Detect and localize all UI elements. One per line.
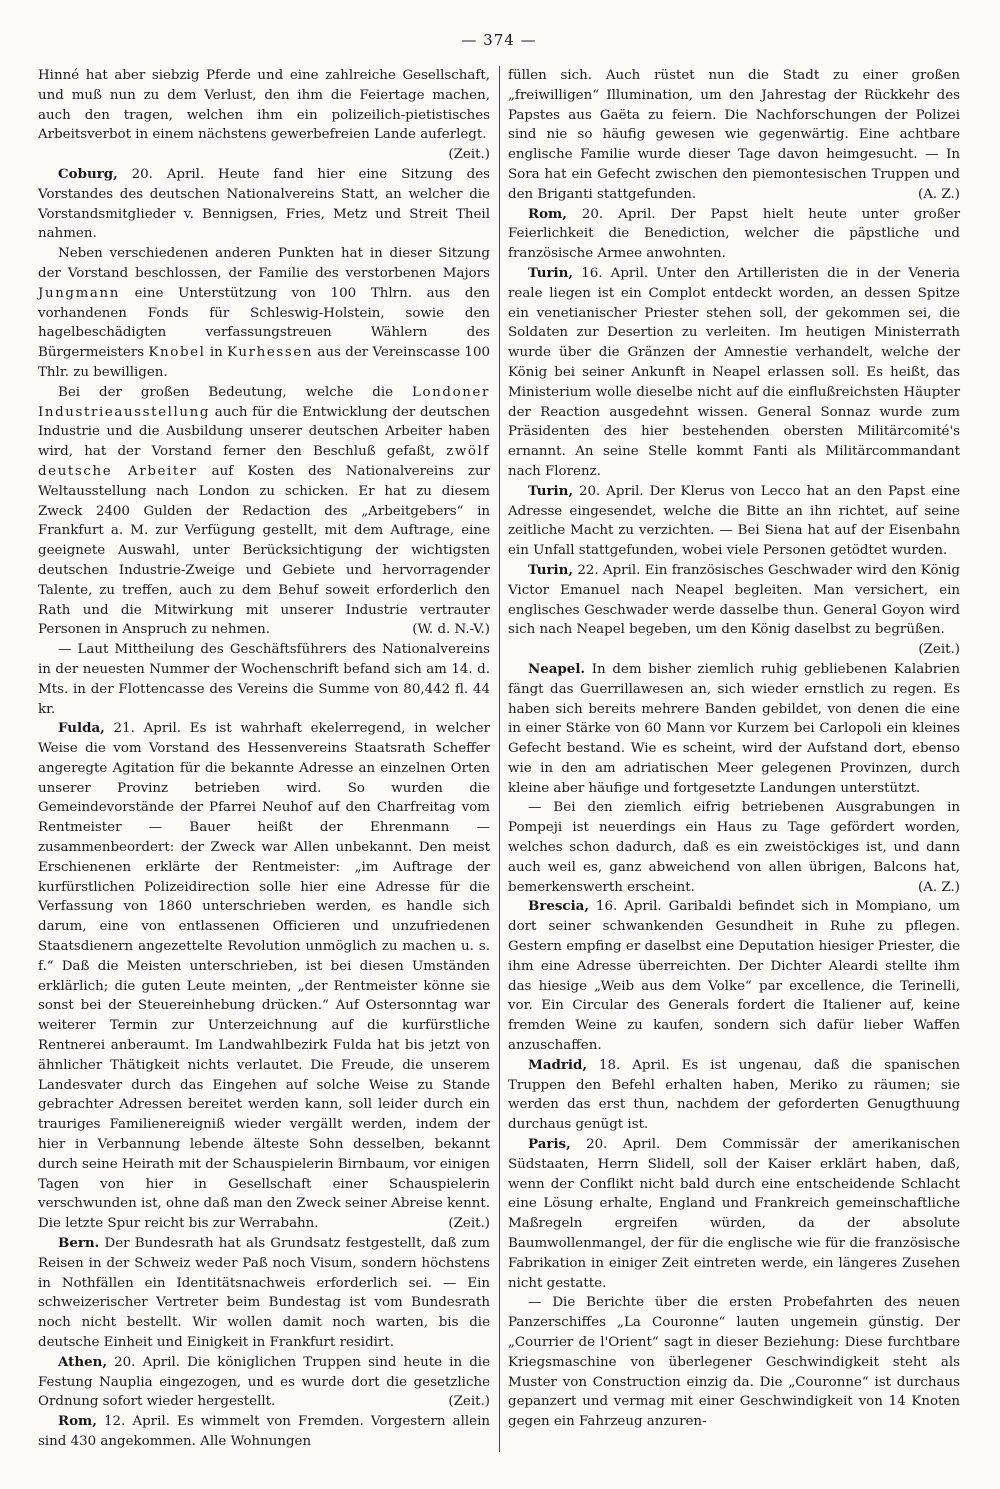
source-citation: (Zeit.)	[918, 642, 960, 658]
dateline-place: Rom,	[528, 205, 567, 222]
article-text: in	[205, 345, 228, 361]
article-fulda	[38, 719, 490, 1234]
dateline-place: Turin,	[528, 561, 574, 578]
spaced-phrase: zwölf deutsche Arbeiter	[38, 444, 490, 479]
page-number: — 374 —	[461, 31, 537, 49]
dateline-place: Turin,	[528, 264, 574, 281]
article-text: füllen sich. Auch rüstet nun die Stadt zu einer großen „freiwilligen“ Illumination, um den Jahrestag der Rückkehr des Papstes aus Gaëta zu feiern. Die Nachforschungen der Polizei sind nie so häufig gewesen wie gegenwärtig. Eine achtbare englische Familie wurde dieser Tage davon heimgesucht. — In Sora hat ein Gefecht zwischen den piemontesischen Truppen und den Briganti stattgefunden.	[508, 68, 960, 202]
dateline-place: Madrid,	[528, 1056, 588, 1073]
article-paris	[508, 1135, 960, 1293]
article-coburg-exhibition	[38, 383, 490, 640]
article-athen	[38, 1353, 490, 1412]
spaced-name: Jungmann	[38, 285, 120, 301]
article-turin-20	[508, 482, 960, 561]
article-text: 20. April. Der Papst hielt heute unter großer Feierlichkeit die Benediction, welcher die päpstliche und französische Armee anwohnten.	[508, 206, 960, 262]
dateline-place: Rom,	[58, 1413, 97, 1430]
article-text: Hinné hat aber siebzig Pferde und eine zahlreiche Gesellschaft, und muß nun zu dem Verlust, den ihm die Feiertage machen, auch den tragen, welchen ihm ein polizeilich-pietistisches Arbeitsverbot in einem nächstens gewerbefreien Lande auferlegt.	[38, 68, 490, 143]
article-text: 18. April. Es ist ungenau, daß die spanischen Truppen den Befehl erhalten haben, Meriko zu räumen; sie werden das erst thun, nachdem der geforderten Genugthuung durchaus genügt ist.	[508, 1057, 960, 1133]
article-text: 20. April. Der Klerus von Lecco hat an den Papst eine Adresse eingesendet, welche die Bitte an ihn richtet, auf seine zeitliche Macht zu verzichten. — Bei Siena hat auf der Eisenbahn ein Unfall stattgefunden, wobei viele Personen getödtet wurden.	[508, 483, 960, 559]
columns	[38, 66, 960, 1452]
article-text: 20. April. Heute fand hier eine Sitzung des Vorstandes des deutschen Nationalvereins Statt, an welcher die Vorstandsmitglieder v. Bennigsen, Fries, Metz und Streit Theil nahmen.	[38, 166, 490, 242]
article-text: Neben verschiedenen anderen Punkten hat in dieser Sitzung der Vorstand beschlossen, der Familie des verstorbenen Majors	[38, 246, 490, 281]
article-rom-20	[508, 205, 960, 264]
source-citation: (A. Z.)	[918, 186, 960, 202]
article-text: 21. April. Es ist wahrhaft ekelerregend, in welcher Weise die vom Vorstand des Hessenvereins Staatsrath Scheffer angeregte Agitation für die bekannte Adresse an einzelnen Orten unserer Provinz betrieben wird. So wurden die Gemeindevorstände der Pfarrei Neuhof auf den Charfreitag vom Rentmeister — Bauer heißt der Ehrenmann — zusammenbeordert: der Zweck war Allen unbekannt. Den meist Erschienenen erklärte der Rentmeister: „im Auftrage der kurfürstlichen Polizeidirection solle hier eine Adresse für die Verfassung von 1860 unterschrieben werden, es handle sich darum, eine von entlassenen Officieren und unzufriedenen Staatsdienern angezettelte Revolution unmöglich zu machen u. s. f.“ Daß die Meisten unterschrieben, ist bei diesen Umständen erklärlich; die guten Leute meinten, „der Rentmeister könne sie sonst bei der Steuereinhebung drücken.“ Auf Ostersonntag war weiterer Termin zur Unterzeichnung auf die kurfürstliche Rentnerei anberaumt. Im Landwahlbezirk Fulda hat bis jetzt von ähnlicher Thätigkeit nichts verlautet. Die Freude, die unserem Landesvater durch das Eingehen auf solche Weise zu Stande gebrachter Adressen bereitet werden kann, soll leider durch ein trauriges Familienereigniß wieder vergällt werden, indem der hier in Verbannung lebende älteste Sohn desselben, bekannt durch seine Heirath mit der Schauspielerin Birnbaum, vor einigen Tagen von hier in Gesellschaft einer Schauspielerin verschwunden ist, ohne daß man den Zweck seiner Abreise kennt. Die letzte Spur reicht bis zur Werrabahn.	[38, 721, 490, 1232]
article-turin-22	[508, 561, 960, 658]
source-citation: (Zeit.)	[448, 1216, 490, 1232]
dateline-place: Bern.	[58, 1235, 100, 1252]
dateline-place: Coburg,	[58, 165, 118, 182]
source-citation: (A. Z.)	[918, 879, 960, 895]
column-rule	[499, 66, 500, 1452]
article-text: auch für die Entwicklung der deutschen Industrie und die Ausbildung unserer deutschen Arbeiter haben wird, hat der Vorstand ferner den Beschluß gefaßt,	[38, 404, 490, 460]
article-bern	[38, 1234, 490, 1353]
article-text: — Bei den ziemlich eifrig betriebenen Ausgrabungen in Pompeji ist neuerdings ein Haus zu Tage gefördert worden, welches schon dadurch, daß es ein zweistöckiges ist, und dann auch weil es, ganz abweichend von allen übrigen, Balcons hat, bemerkenswerth erscheint.	[508, 800, 960, 895]
article-text: In dem bisher ziemlich ruhig gebliebenen Kalabrien fängt das Guerrillawesen an, sich wieder ernstlich zu regen. Es haben sich bereits mehrere Banden gebildet, von denen die eine in einer Stärke von 60 Mann vor Kurzem bei Carlopoli ein kleines Gefecht bestand. Wie es scheint, wird der Aufstand dort, ebenso wie in den am adriatischen Meer gelegenen Provinzen, durch kleine aber häufige und fortgesetzte Landungen unterstützt.	[508, 661, 960, 796]
article-coburg-cont	[38, 244, 490, 383]
article-text: aus der Vereinscasse 100 Thlr. zu bewilligen.	[38, 345, 490, 380]
source-citation: (W. d. N.-V.)	[412, 622, 490, 638]
dateline-place: Paris,	[528, 1136, 571, 1153]
spaced-phrase: Londoner Industrieausstellung	[38, 384, 490, 420]
article-text: 22. April. Ein französisches Geschwader wird den König Victor Emanuel nach Neapel begleiten. Man versichert, ein englisches Geschwader werde dasselbe thun. General Goyon wird sich nach Neapel begeben, um den König daselbst zu begrüßen.	[508, 562, 960, 638]
article-rom-12	[38, 1412, 490, 1452]
spaced-name: Kurhessen	[227, 345, 314, 361]
article-text: 20. April. Die königlichen Truppen sind heute in die Festung Nauplia eingezogen, und es wurde dort die gesetzliche Ordnung sofort wieder hergestellt.	[38, 1354, 490, 1410]
left-column	[38, 66, 490, 1452]
article-nationalverein: — Laut Mittheilung des Geschäftsführers des Nationalvereins in der neuesten Nummer der Wochenschrift befand sich am 14. d. Mts. in der Flottencasse des Vereins die Summe von 80,442 fl. 44 kr.	[38, 642, 490, 717]
dateline-place: Neapel.	[528, 660, 586, 677]
article-text: 20. April. Dem Commissär der amerikanischen Südstaaten, Herrn Slidell, soll der Kaiser erklärt haben, daß, wenn der Conflikt nicht bald durch eine entscheidende Schlacht eine Lösung erhalte, England und Frankreich gemeinschaftliche Maßregeln ergreifen würden, da der absolute Baumwollenmangel, der für die englische wie für die französische Fabrikation in einiger Zeit eintreten werde, ein längeres Zusehen nicht gestatte.	[508, 1137, 960, 1291]
article-text: 12. April. Es wimmelt von Fremden. Vorgestern allein sind 430 angekommen. Alle Wohnungen	[38, 1414, 490, 1449]
article-rom-cont	[508, 66, 960, 205]
article-text: Der Bundesrath hat als Grundsatz festgestellt, daß zum Reisen in der Schweiz weder Paß noch Visum, sondern höchstens in Nothfällen ein Identitätsnachweis erforderlich sei. — Ein schweizerischer Vertreter beim Bundestag ist vom Bundesrath noch nicht bestellt. Wir wollen damit noch warten, bis die deutsche Einheit und Einigkeit in Frankfurt residirt.	[38, 1236, 490, 1350]
article-coburg	[38, 165, 490, 244]
article-couronne: — Die Berichte über die ersten Probefahrten des neuen Panzerschiffes „La Couronne“ lauten ungemein günstig. Der „Courrier de l'Orient“ sagt in dieser Beziehung: Diese furchtbare Kriegsmaschine von überlegener Geschwindigkeit steht als Muster von Construction einzig da. Die „Couronne“ ist durchaus gepanzert und vermag mit einer Geschwindigkeit von 14 Knoten gegen ein Fahrzeug anzuren-	[508, 1295, 960, 1430]
article-text: eine Unterstützung von 100 Thlrn. aus den vorhandenen Fonds für Schleswig-Holstein, sowie den hagelbeschädigten verfassungstreuen Wählern des Bürgermeisters	[38, 285, 490, 361]
article-hinne	[38, 66, 490, 163]
article-text: 16. April. Unter den Artilleristen die in der Veneria reale liegen ist ein Complot entdeckt worden, an dessen Spitze ein venetianischer Priester stehen soll, der gekommen sei, die Soldaten zur Desertion zu verleiten. Im heutigen Ministerrath wurde über die Gränzen der Amnestie verhandelt, welche der König bei seiner Ankunft in Neapel erlassen soll. Es heißt, das Ministerium wolle dieselbe nicht auf die einflußreichsten Häupter der Reaction ausgedehnt wissen. General Sonnaz wurde zum Präsidenten des hier bestehenden obersten Militärcomité's ernannt. An seine Stelle kommt Fanti als Militärcommandant nach Florenz.	[508, 265, 960, 479]
dateline-place: Turin,	[528, 482, 574, 499]
dateline-place: Brescia,	[528, 898, 590, 915]
dateline-place: Fulda,	[58, 720, 105, 737]
article-text: Bei der großen Bedeutung, welche die	[58, 384, 413, 400]
dateline-place: Athen,	[58, 1353, 107, 1370]
article-madrid	[508, 1056, 960, 1135]
source-citation: (Zeit.)	[448, 1394, 490, 1410]
article-brescia	[508, 897, 960, 1055]
right-column	[508, 66, 960, 1452]
article-pompeji	[508, 798, 960, 897]
source-citation: (Zeit.)	[448, 147, 490, 163]
article-text: auf Kosten des Nationalvereins zur Weltausstellung nach London zu schicken. Er hat zu diesem Zweck 2400 Gulden der Redaction des „Arbeitgebers“ in Frankfurt a. M. zur Verfügung gestellt, mit dem Auftrage, eine geeignete Auswahl, unter Berücksichtigung der wichtigsten deutschen Industrie-Zweige und Gebiete und hervorragender Talente, zu treffen, auch zu dem Behuf soweit erforderlich den Rath und die Mitwirkung mit unserer Industrie vertrauter Personen in Anspruch zu nehmen.	[38, 463, 491, 638]
article-text: 16. April. Garibaldi befindet sich in Mompiano, um dort seiner schwankenden Gesundheit in Ruhe zu pflegen. Gestern empfing er daselbst eine Deputation hiesiger Priester, die ihm eine Adresse überreichten. Der Dichter Aleardi stellte ihm das hiesige „Weib aus dem Volke“ par excellence, die Terinelli, vor. Ein Circular des Generals fordert die Italiener auf, keine fremden Weine zu kaufen, sondern sich dafür lieber Waffen anzuschaffen.	[508, 899, 960, 1054]
article-turin-16	[508, 264, 960, 482]
spaced-name: Knobel	[148, 345, 206, 361]
article-neapel	[508, 660, 960, 799]
